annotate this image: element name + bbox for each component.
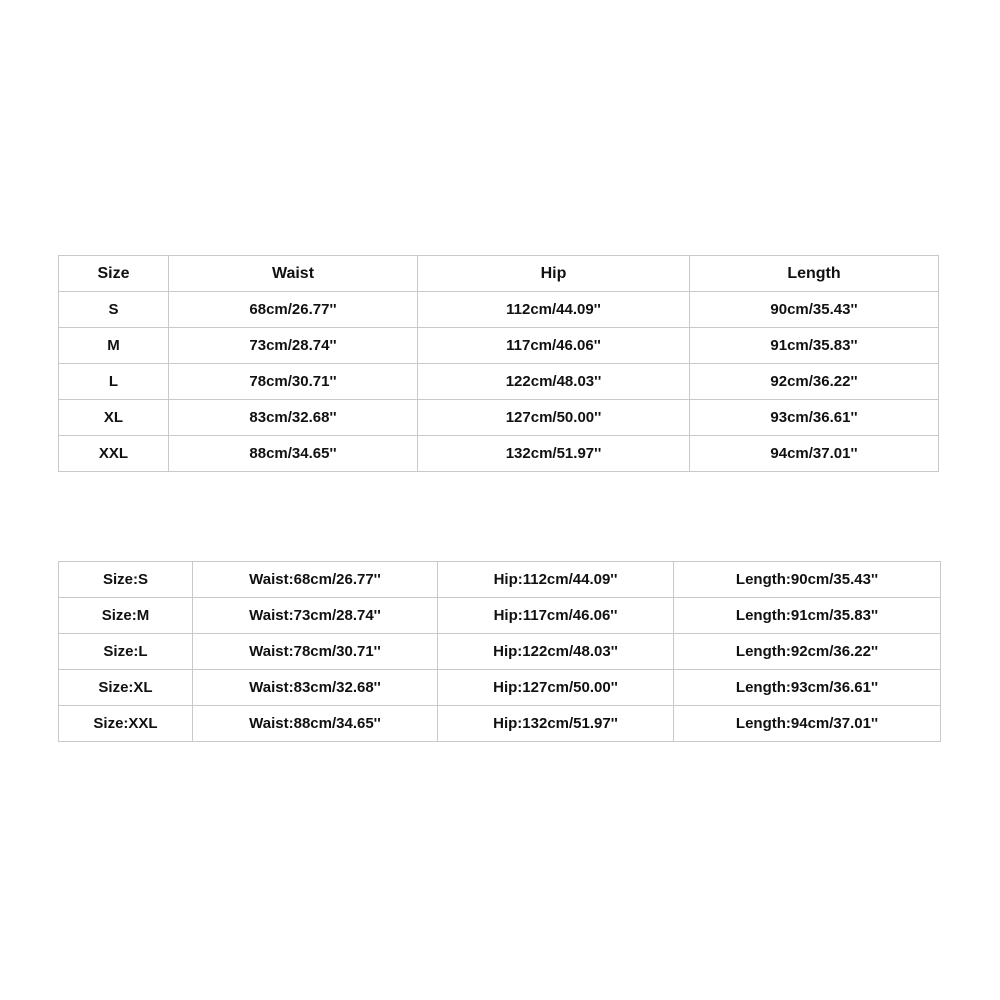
hip-cell: 132cm/51.97''	[418, 436, 690, 472]
hip-cell: 112cm/44.09''	[418, 292, 690, 328]
waist-cell: Waist:68cm/26.77''	[193, 562, 438, 598]
table-row	[59, 562, 941, 598]
table-row	[59, 400, 939, 436]
header-hip: Hip	[418, 256, 690, 292]
waist-cell: 78cm/30.71''	[169, 364, 418, 400]
table-row	[59, 292, 939, 328]
waist-cell: 83cm/32.68''	[169, 400, 418, 436]
waist-cell: Waist:88cm/34.65''	[193, 706, 438, 742]
size-cell: XL	[59, 400, 169, 436]
table-row	[59, 598, 941, 634]
length-cell: Length:90cm/35.43''	[674, 562, 941, 598]
size-list-table	[58, 561, 941, 742]
waist-cell: Waist:83cm/32.68''	[193, 670, 438, 706]
length-cell: Length:91cm/35.83''	[674, 598, 941, 634]
length-cell: Length:93cm/36.61''	[674, 670, 941, 706]
hip-cell: Hip:117cm/46.06''	[438, 598, 674, 634]
hip-cell: Hip:132cm/51.97''	[438, 706, 674, 742]
hip-cell: 127cm/50.00''	[418, 400, 690, 436]
table-row	[59, 706, 941, 742]
table-row	[59, 364, 939, 400]
waist-cell: Waist:73cm/28.74''	[193, 598, 438, 634]
table-header-row	[59, 256, 939, 292]
length-cell: 92cm/36.22''	[690, 364, 939, 400]
size-cell: Size:XL	[59, 670, 193, 706]
length-cell: 90cm/35.43''	[690, 292, 939, 328]
size-chart-table	[58, 255, 939, 472]
waist-cell: Waist:78cm/30.71''	[193, 634, 438, 670]
table-row	[59, 328, 939, 364]
header-waist: Waist	[169, 256, 418, 292]
length-cell: 91cm/35.83''	[690, 328, 939, 364]
hip-cell: Hip:112cm/44.09''	[438, 562, 674, 598]
length-cell: 93cm/36.61''	[690, 400, 939, 436]
table-row	[59, 634, 941, 670]
table-row	[59, 436, 939, 472]
header-length: Length	[690, 256, 939, 292]
table-row	[59, 670, 941, 706]
size-cell: Size:S	[59, 562, 193, 598]
size-cell: XXL	[59, 436, 169, 472]
size-cell: Size:XXL	[59, 706, 193, 742]
waist-cell: 88cm/34.65''	[169, 436, 418, 472]
waist-cell: 73cm/28.74''	[169, 328, 418, 364]
size-cell: S	[59, 292, 169, 328]
hip-cell: 122cm/48.03''	[418, 364, 690, 400]
size-cell: M	[59, 328, 169, 364]
size-cell: Size:L	[59, 634, 193, 670]
header-size: Size	[59, 256, 169, 292]
length-cell: Length:92cm/36.22''	[674, 634, 941, 670]
hip-cell: Hip:127cm/50.00''	[438, 670, 674, 706]
hip-cell: 117cm/46.06''	[418, 328, 690, 364]
hip-cell: Hip:122cm/48.03''	[438, 634, 674, 670]
length-cell: 94cm/37.01''	[690, 436, 939, 472]
length-cell: Length:94cm/37.01''	[674, 706, 941, 742]
waist-cell: 68cm/26.77''	[169, 292, 418, 328]
size-cell: L	[59, 364, 169, 400]
size-cell: Size:M	[59, 598, 193, 634]
